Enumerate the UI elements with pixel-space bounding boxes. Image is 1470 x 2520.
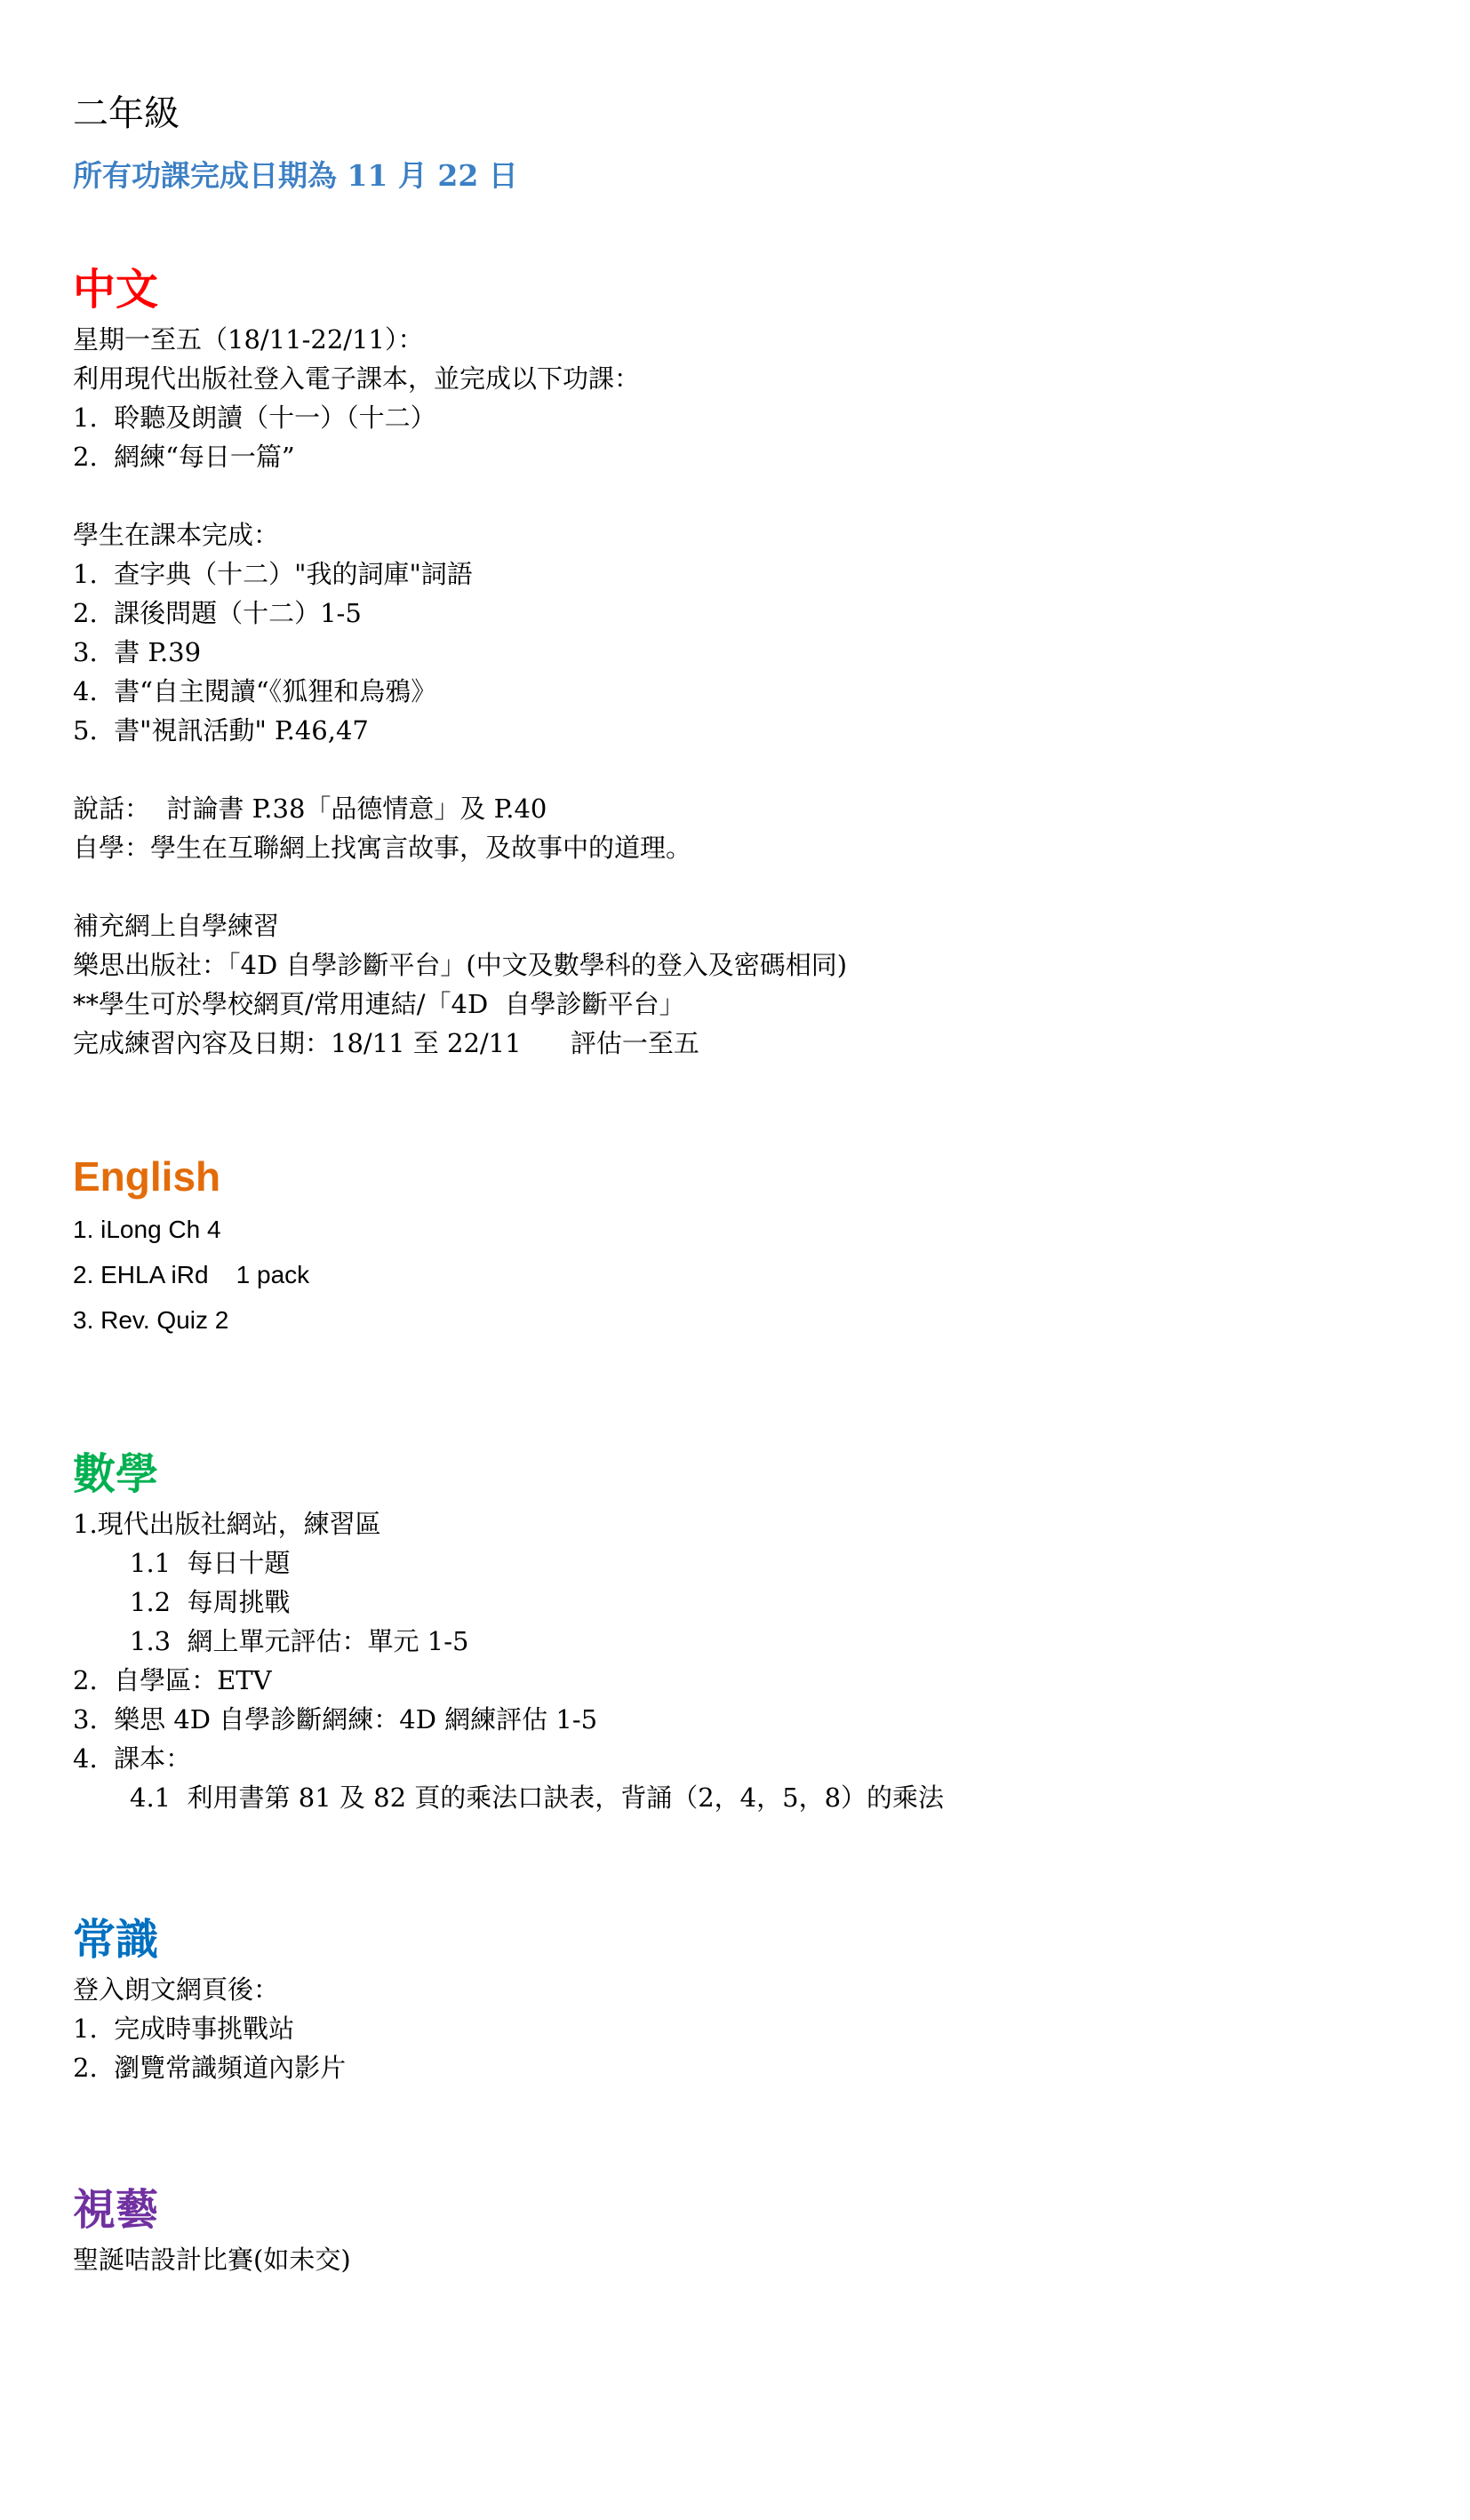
general-studies-section [73,1913,1388,2087]
math-line: 4.1 利用書第 81 及 82 頁的乘法口訣表，背誦（2，4，5，8）的乘法 [130,1782,945,1813]
chinese-section [73,263,1388,1063]
blank-line [73,867,1388,906]
math-line: 1.3 網上單元評估：單元 1-5 [130,1626,469,1656]
homework-page [73,89,1388,2279]
blank-line [73,750,1388,789]
visual-arts-content [73,2240,1388,2279]
visual-arts-heading: 視藝 [73,2185,159,2235]
math-line: 1.2 每周挑戰 [130,1587,291,1617]
chinese-line: 學生在課本完成： [73,520,280,550]
math-section [73,1447,1388,1817]
general-studies-content [73,1970,1388,2087]
english-line: 3. Rev. Quiz 2 [73,1306,229,1334]
chinese-line: 3. 書 P.39 [73,637,202,667]
visual-arts-section [73,2183,1388,2279]
grade-title: 二年級 [73,93,180,134]
visual-arts-line: 聖誕咭設計比賽(如未交) [73,2245,351,2275]
chinese-line: 自學：學生在互聯網上找寓言故事，及故事中的道理。 [73,833,692,863]
chinese-line: 5. 書"視訊活動" P.46,47 [73,715,369,746]
english-line: 1. iLong Ch 4 [73,1216,221,1243]
math-line: 1.現代出版社網站，練習區 [73,1509,381,1539]
english-heading: English [73,1153,221,1200]
english-section [73,1150,1388,1343]
chinese-line: 2. 網練“每日一篇” [73,442,295,472]
due-date-note: 所有功課完成日期為 11 月 22 日 [73,158,518,193]
general-studies-line: 登入朗文網頁後： [73,1974,280,2005]
math-line: 2. 自學區：ETV [73,1665,272,1695]
chinese-line: 2. 課後問題（十二）1-5 [73,598,362,628]
chinese-heading: 中文 [73,265,159,315]
chinese-line: 說話： 討論書 P.38「品德情意」及 P.40 [73,793,547,824]
math-line: 1.1 每日十題 [130,1548,291,1578]
math-content [73,1504,1388,1817]
english-content [73,1207,1388,1343]
chinese-line: 星期一至五（18/11-22/11）： [73,324,424,355]
chinese-line: 完成練習內容及日期：18/11 至 22/11 評估一至五 [73,1028,699,1058]
english-line: 2. EHLA iRd 1 pack [73,1261,310,1288]
chinese-line: 1. 查字典（十二）"我的詞庫"詞語 [73,559,473,589]
chinese-line: 1. 聆聽及朗讀（十一）（十二） [73,403,436,433]
chinese-line: 補充網上自學練習 [73,911,280,941]
chinese-line: 4. 書“自主閱讀“《狐狸和烏鴉》 [73,676,437,706]
math-line: 4. 課本： [73,1743,192,1774]
math-line: 3. 樂思 4D 自學診斷網練：4D 網練評估 1-5 [73,1704,598,1734]
blank-line [73,476,1388,515]
general-studies-line: 1. 完成時事挑戰站 [73,2014,295,2044]
chinese-line: **學生可於學校網頁/常用連結/「4D 自學診斷平台」 [73,989,685,1019]
general-studies-heading: 常識 [73,1915,159,1965]
chinese-content [73,320,1388,1063]
general-studies-line: 2. 瀏覽常識頻道內影片 [73,2053,347,2083]
chinese-line: 利用現代出版社登入電子課本，並完成以下功課： [73,363,641,394]
math-heading: 數學 [73,1449,159,1499]
chinese-line: 樂思出版社：「4D 自學診斷平台」(中文及數學科的登入及密碼相同) [73,950,848,980]
